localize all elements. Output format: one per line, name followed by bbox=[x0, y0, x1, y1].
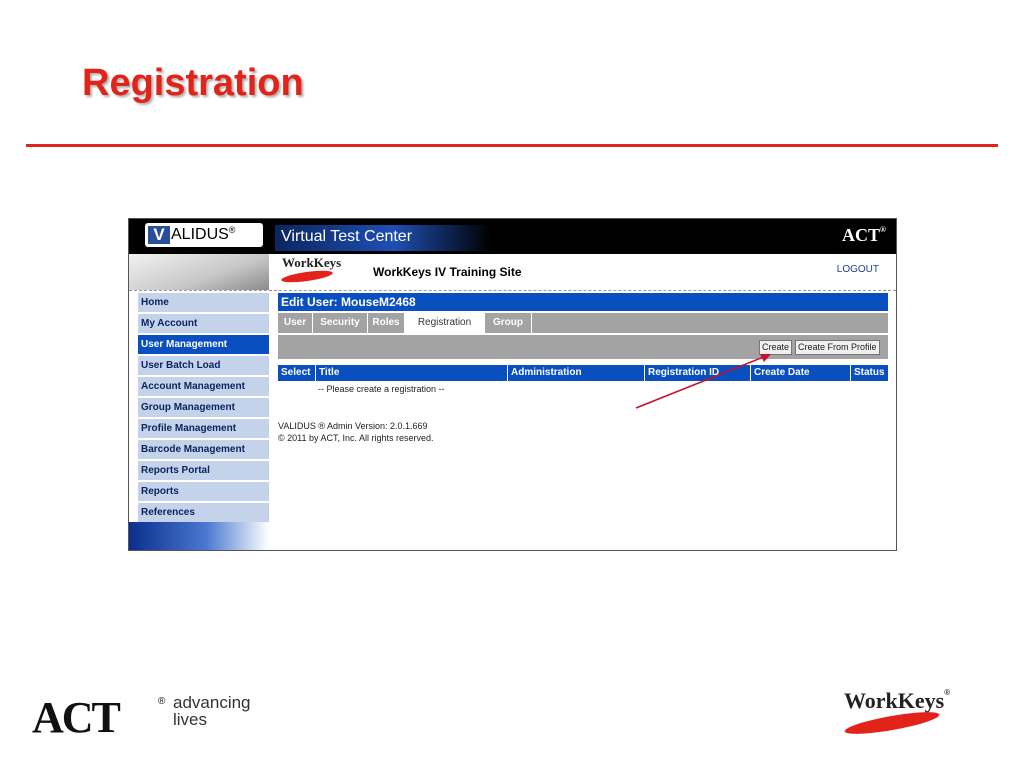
tab-roles[interactable]: Roles bbox=[368, 313, 405, 333]
sidebar-item-account-management[interactable]: Account Management bbox=[138, 377, 269, 396]
sidebar-item-reports-portal[interactable]: Reports Portal bbox=[138, 461, 269, 480]
workkeys-logo-small: WorkKeys bbox=[282, 255, 342, 270]
column-create-date[interactable]: Create Date bbox=[751, 365, 850, 381]
site-title: WorkKeys IV Training Site bbox=[373, 265, 522, 279]
act-logo-large: ACT bbox=[32, 693, 119, 742]
column-administration[interactable]: Administration bbox=[508, 365, 644, 381]
app-screenshot bbox=[128, 218, 897, 551]
column-status[interactable]: Status bbox=[851, 365, 888, 381]
tab-registration[interactable]: Registration bbox=[405, 313, 485, 333]
workkeys-footer-logo bbox=[844, 688, 950, 714]
sidebar-item-my-account[interactable]: My Account bbox=[138, 314, 269, 333]
sidebar-item-reports[interactable]: Reports bbox=[138, 482, 269, 501]
sidebar-item-barcode-management[interactable]: Barcode Management bbox=[138, 440, 269, 459]
logout-link[interactable]: LOGOUT bbox=[836, 264, 879, 275]
workkeys-logo-large: WorkKeys bbox=[844, 688, 945, 713]
create-from-profile-button[interactable]: Create From Profile bbox=[795, 340, 880, 355]
version-line: VALIDUS ® Admin Version: 2.0.1.669 bbox=[278, 421, 428, 431]
empty-table-message: -- Please create a registration -- bbox=[318, 384, 445, 394]
sidebar-item-references[interactable]: References bbox=[138, 503, 269, 522]
sidebar-item-user-batch-load[interactable]: User Batch Load bbox=[138, 356, 269, 375]
sidebar-item-group-management[interactable]: Group Management bbox=[138, 398, 269, 417]
title-divider bbox=[26, 144, 998, 147]
window-title: Virtual Test Center bbox=[275, 225, 491, 251]
slide-title: Registration bbox=[82, 62, 304, 104]
act-footer-reg: ® bbox=[158, 696, 166, 707]
tab-group[interactable]: Group bbox=[485, 313, 532, 333]
create-button[interactable]: Create bbox=[759, 340, 792, 355]
act-logo-reg: ® bbox=[880, 225, 886, 234]
workkeys-footer-reg: ® bbox=[944, 688, 951, 697]
sidebar-item-profile-management[interactable]: Profile Management bbox=[138, 419, 269, 438]
column-registration-id[interactable]: Registration ID bbox=[645, 365, 750, 381]
validus-logo-v: V bbox=[148, 226, 170, 244]
tagline-line-2: lives bbox=[173, 710, 208, 729]
tab-security[interactable]: Security bbox=[313, 313, 368, 333]
column-title[interactable]: Title bbox=[316, 365, 507, 381]
act-logo-text: ACT bbox=[842, 225, 881, 245]
annotation-arrow-icon bbox=[129, 219, 896, 550]
validus-logo-text: ALIDUS bbox=[171, 226, 229, 243]
tagline-line-1: advancing bbox=[173, 693, 251, 712]
sidebar-item-home[interactable]: Home bbox=[138, 293, 269, 312]
column-select[interactable]: Select bbox=[278, 365, 315, 381]
copyright-line: © 2011 by ACT, Inc. All rights reserved. bbox=[278, 433, 434, 443]
sidebar-item-user-management[interactable]: User Management bbox=[138, 335, 269, 354]
tab-user[interactable]: User bbox=[278, 313, 313, 333]
validus-reg-mark: ® bbox=[228, 225, 236, 235]
page-title: Edit User: MouseM2468 bbox=[278, 293, 888, 311]
act-tagline bbox=[173, 694, 251, 728]
